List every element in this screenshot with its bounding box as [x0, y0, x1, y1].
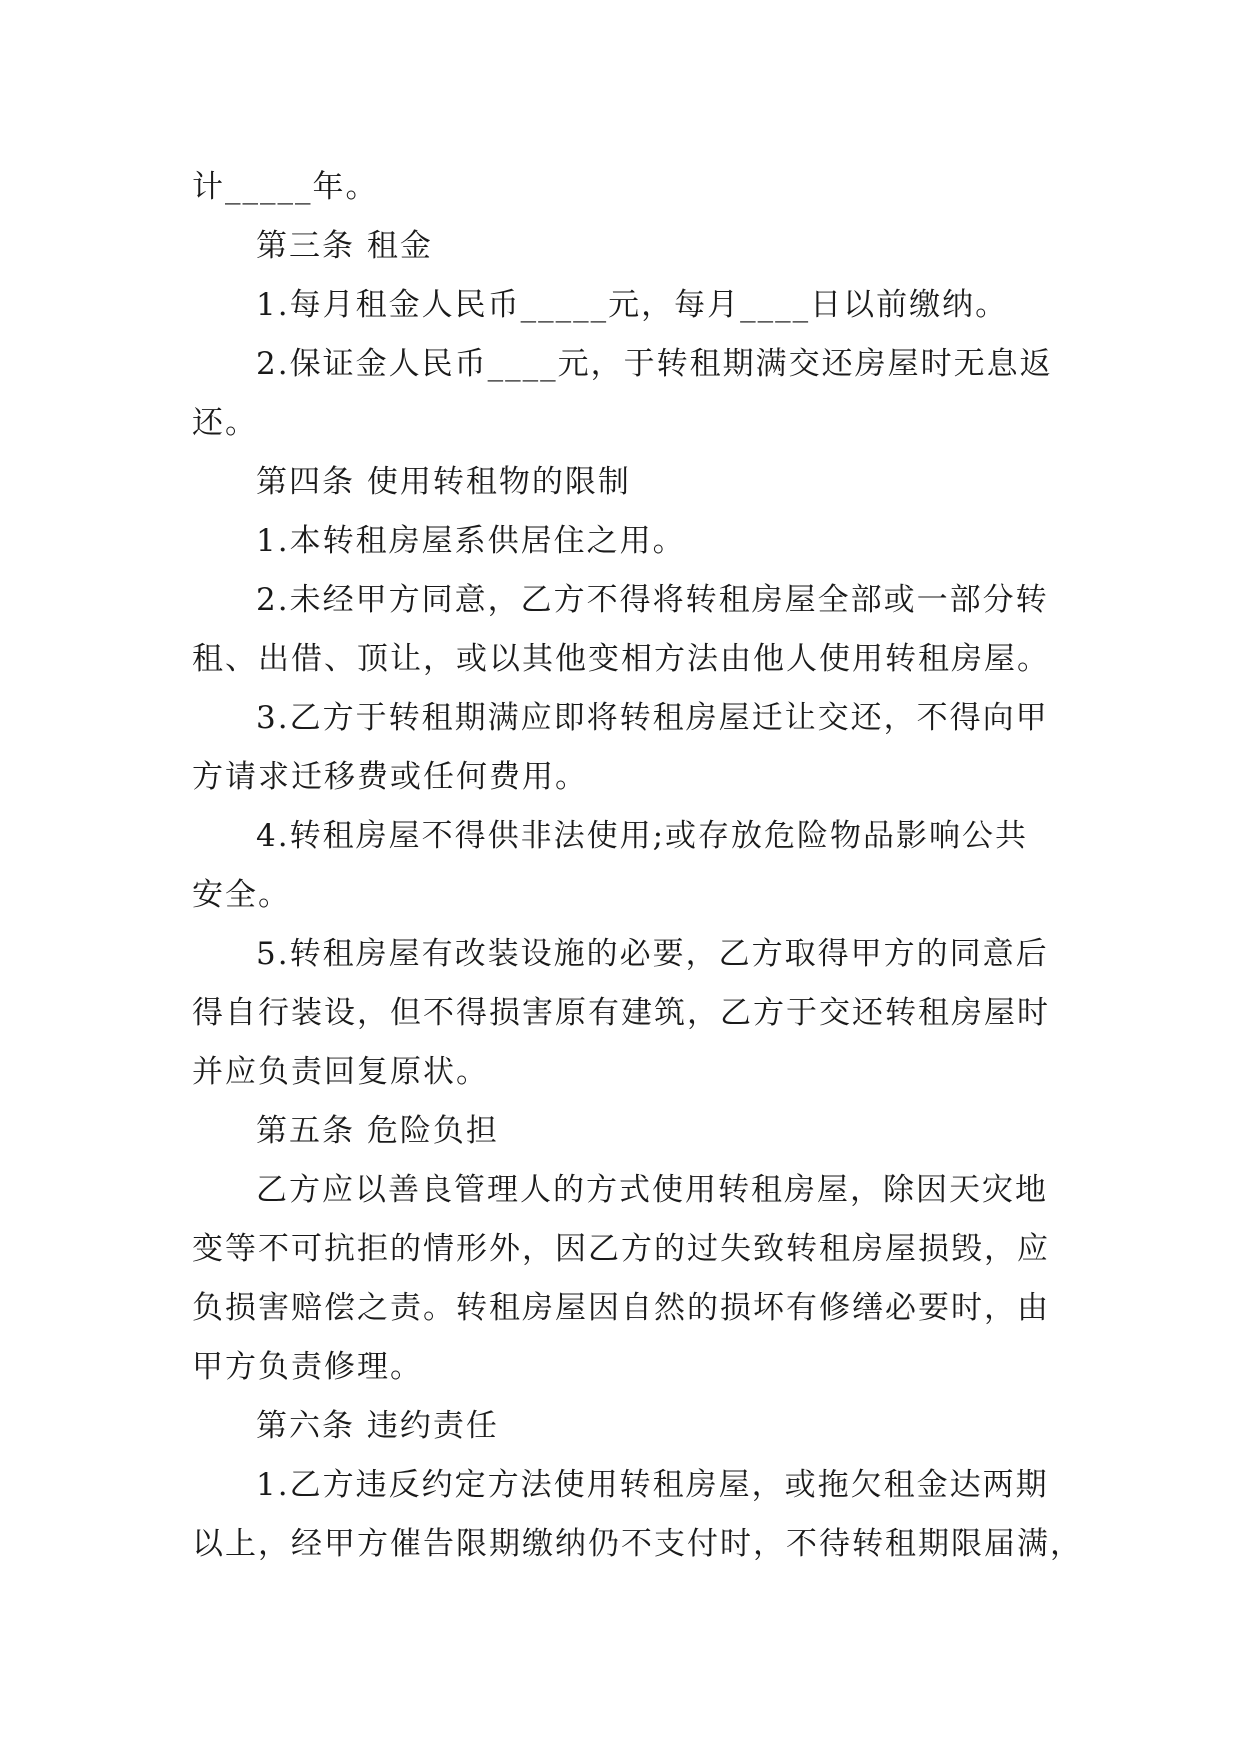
- text-line: 2.未经甲方同意，乙方不得将转租房屋全部或一部分转: [256, 582, 1049, 618]
- text-line: 1.本转租房屋系供居住之用。: [256, 523, 686, 559]
- text-line: 5.转租房屋有改装设施的必要，乙方取得甲方的同意后: [256, 936, 1049, 972]
- document-body: [192, 158, 1083, 1574]
- text-line: 租、出借、顶让，或以其他变相方法由他人使用转租房屋。: [192, 641, 1050, 677]
- text-line: 并应负责回复原状。: [192, 1054, 489, 1090]
- section-heading: 第六条 违约责任: [256, 1408, 499, 1444]
- text-line: 4.转租房屋不得供非法使用;或存放危险物品影响公共: [256, 818, 1029, 854]
- text-line: 计_____年。: [192, 169, 379, 205]
- section-heading: 第五条 危险负担: [256, 1113, 499, 1149]
- text-line: 得自行装设，但不得损害原有建筑，乙方于交还转租房屋时: [192, 995, 1050, 1031]
- text-line: 1.乙方违反约定方法使用转租房屋，或拖欠租金达两期: [256, 1467, 1049, 1503]
- text-line: 2.保证金人民币____元，于转租期满交还房屋时无息返: [256, 346, 1053, 382]
- text-line: 方请求迁移费或任何费用。: [192, 759, 588, 795]
- text-line: 变等不可抗拒的情形外，因乙方的过失致转租房屋损毁，应: [192, 1231, 1050, 1267]
- text-line: 3.乙方于转租期满应即将转租房屋迁让交还，不得向甲: [256, 700, 1049, 736]
- text-line: 以上，经甲方催告限期缴纳仍不支付时，不待转租期限届满，: [192, 1526, 1083, 1562]
- text-line: 负损害赔偿之责。转租房屋因自然的损坏有修缮必要时，由: [192, 1290, 1050, 1326]
- text-line: 1.每月租金人民币_____元，每月____日以前缴纳。: [256, 287, 1009, 323]
- text-line: 乙方应以善良管理人的方式使用转租房屋，除因天灾地: [256, 1172, 1048, 1208]
- section-heading: 第三条 租金: [256, 228, 433, 264]
- text-line: 还。: [192, 405, 258, 441]
- section-heading: 第四条 使用转租物的限制: [256, 464, 631, 500]
- text-line: 甲方负责修理。: [192, 1349, 423, 1385]
- text-line: 安全。: [192, 877, 291, 913]
